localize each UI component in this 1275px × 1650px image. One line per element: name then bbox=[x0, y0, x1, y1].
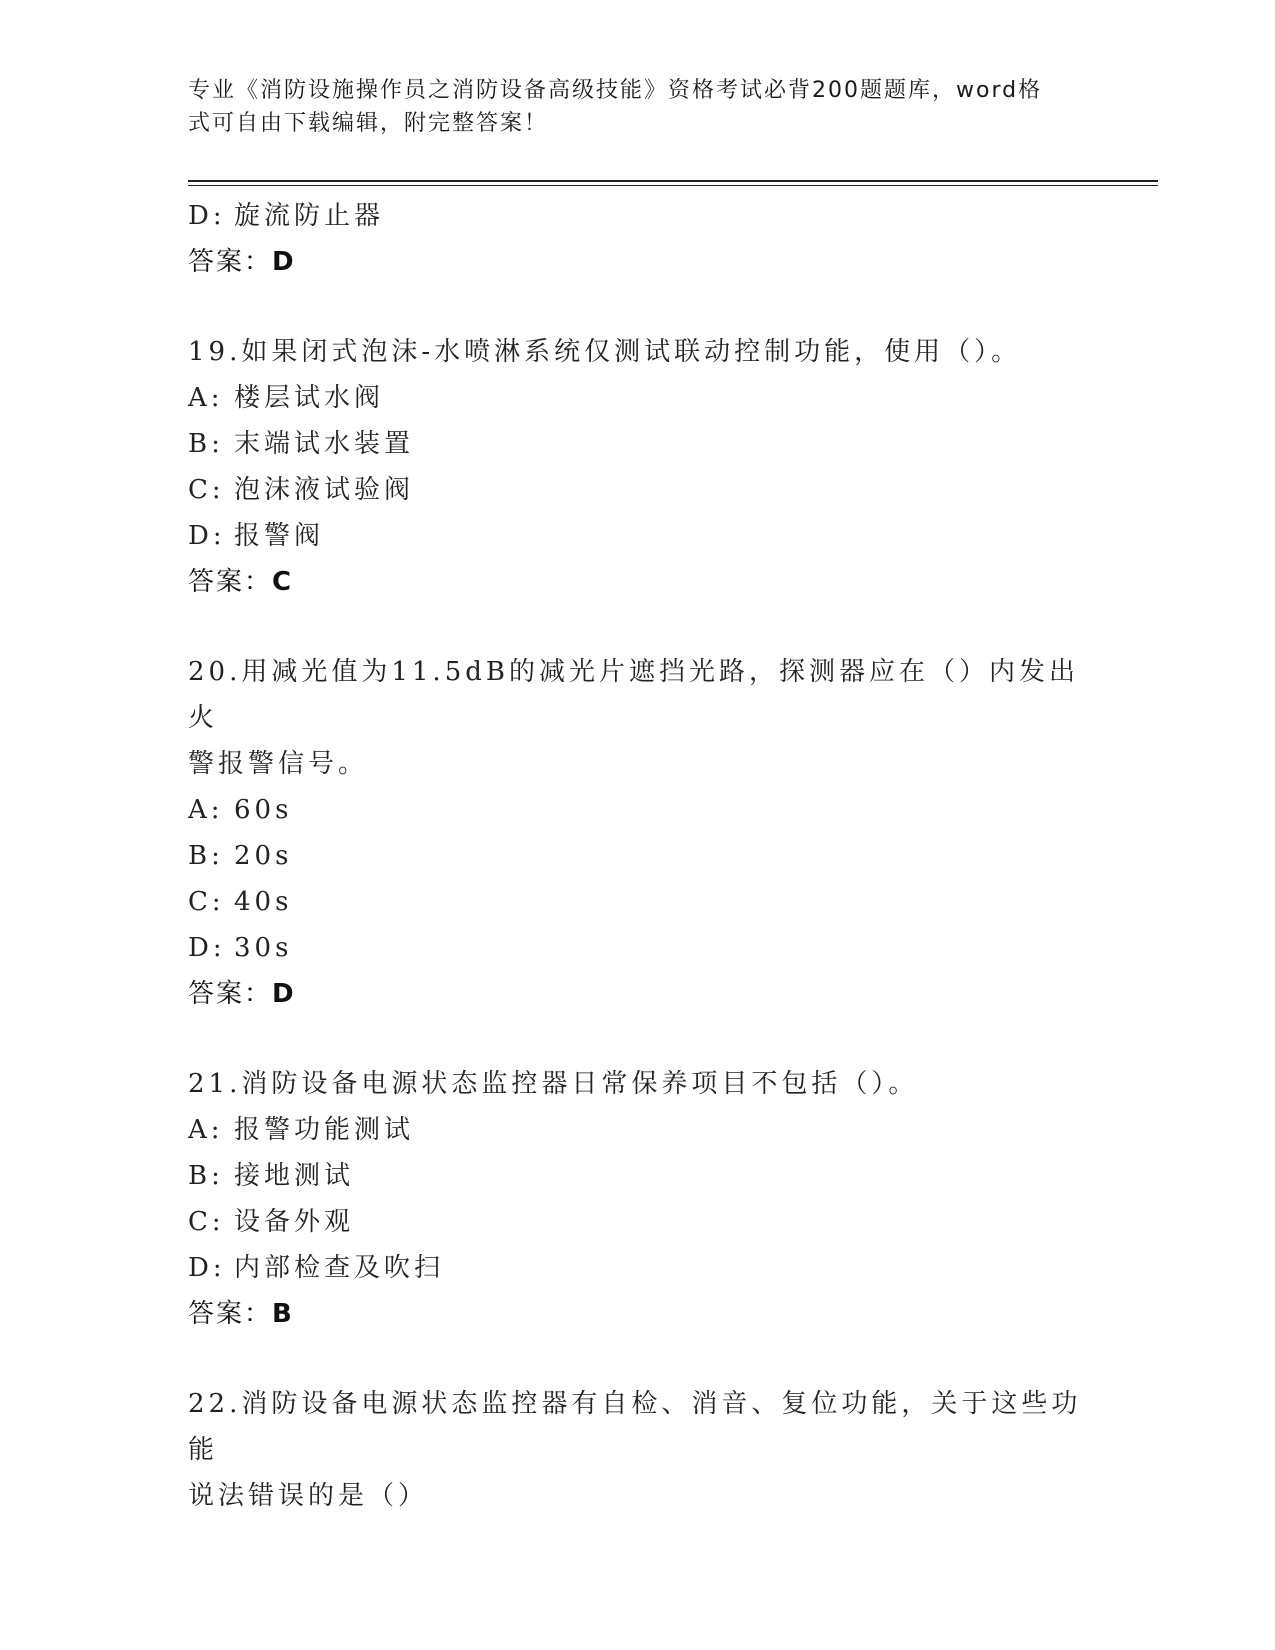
option-letter: A: bbox=[188, 795, 224, 825]
option-letter: C: bbox=[188, 887, 225, 917]
option-a bbox=[188, 787, 1088, 833]
option-letter: B: bbox=[188, 1161, 224, 1191]
option-b bbox=[188, 421, 1088, 467]
option-c bbox=[188, 879, 1088, 925]
option-d bbox=[188, 1245, 1088, 1291]
option-text: 旋流防止器 bbox=[234, 201, 385, 231]
option-text: 泡沫液试验阀 bbox=[234, 475, 415, 505]
option-text: 内部检查及吹扫 bbox=[234, 1253, 445, 1283]
option-a bbox=[188, 1107, 1088, 1153]
answer-label: 答案： bbox=[188, 1299, 273, 1329]
question-stem-20-line-2: 警报警信号。 bbox=[188, 749, 369, 779]
option-text: 报警阀 bbox=[234, 521, 325, 551]
option-d bbox=[188, 925, 1088, 971]
header-line-1: 专业《消防设施操作员之消防设备高级技能》资格考试必背200题题库，word格 bbox=[188, 78, 1043, 103]
question-stem-21: 21.消防设备电源状态监控器日常保养项目不包括（）。 bbox=[188, 1069, 919, 1099]
question-list bbox=[188, 193, 1088, 1519]
option-d bbox=[188, 513, 1088, 559]
option-text: 设备外观 bbox=[234, 1207, 355, 1237]
answer-line bbox=[188, 559, 1088, 605]
answer-value: D bbox=[272, 979, 296, 1009]
option-c bbox=[188, 467, 1088, 513]
option-letter: B: bbox=[188, 841, 224, 871]
option-letter: D: bbox=[188, 1253, 226, 1283]
answer-line bbox=[188, 971, 1088, 1017]
option-text: 接地测试 bbox=[234, 1161, 355, 1191]
option-a bbox=[188, 375, 1088, 421]
option-letter: B: bbox=[188, 429, 224, 459]
question-stem-22-line-1: 22.消防设备电源状态监控器有自检、消音、复位功能，关于这些功能 bbox=[188, 1389, 1082, 1465]
question-stem-20-line-1: 20.用减光值为11.5dB的减光片遮挡光路，探测器应在（）内发出火 bbox=[188, 657, 1079, 733]
option-letter: A: bbox=[188, 383, 224, 413]
option-d bbox=[188, 193, 1088, 239]
answer-line bbox=[188, 1291, 1088, 1337]
option-text: 60s bbox=[234, 795, 293, 825]
option-letter: D: bbox=[188, 201, 226, 231]
option-letter: C: bbox=[188, 1207, 225, 1237]
option-letter: D: bbox=[188, 933, 226, 963]
answer-label: 答案： bbox=[188, 567, 273, 597]
option-text: 20s bbox=[234, 841, 293, 871]
option-b bbox=[188, 833, 1088, 879]
answer-label: 答案： bbox=[188, 247, 273, 277]
option-letter: D: bbox=[188, 521, 226, 551]
option-text: 楼层试水阀 bbox=[234, 383, 385, 413]
option-c bbox=[188, 1199, 1088, 1245]
option-text: 30s bbox=[234, 933, 293, 963]
question-stem-19: 19.如果闭式泡沫-水喷淋系统仅测试联动控制功能，使用（）。 bbox=[188, 337, 1022, 367]
header-rule-thin bbox=[188, 185, 1158, 186]
answer-value: B bbox=[272, 1299, 294, 1329]
option-text: 报警功能测试 bbox=[234, 1115, 415, 1145]
option-letter: A: bbox=[188, 1115, 224, 1145]
option-text: 末端试水装置 bbox=[234, 429, 415, 459]
document-header bbox=[188, 74, 1068, 140]
option-letter: C: bbox=[188, 475, 225, 505]
answer-line bbox=[188, 239, 1088, 285]
header-rule-thick bbox=[188, 180, 1158, 182]
answer-value: D bbox=[272, 247, 296, 277]
answer-label: 答案： bbox=[188, 979, 273, 1009]
header-line-2: 式可自由下载编辑，附完整答案！ bbox=[188, 111, 549, 136]
answer-value: C bbox=[272, 567, 294, 597]
option-text: 40s bbox=[234, 887, 293, 917]
question-stem-22-line-2: 说法错误的是（） bbox=[188, 1481, 429, 1511]
option-b bbox=[188, 1153, 1088, 1199]
